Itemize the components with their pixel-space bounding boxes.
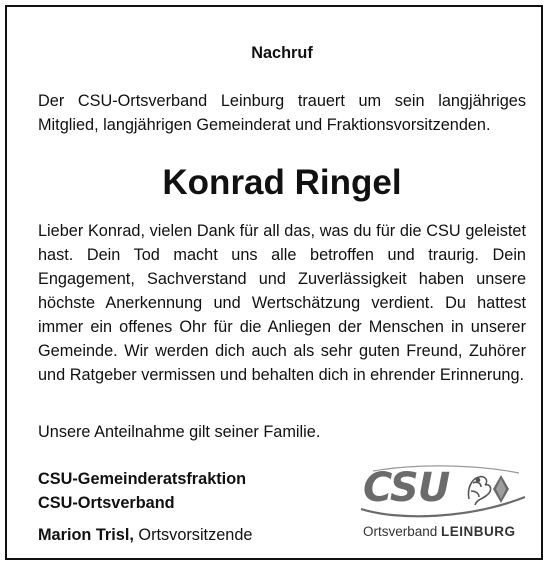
logo-mark: CSU <box>363 465 450 511</box>
signature-fraction: CSU-Gemeinderatsfraktion <box>38 470 247 488</box>
lion-emblem-icon <box>463 469 513 509</box>
condolence-paragraph: Unsere Anteilnahme gilt seiner Familie. <box>38 423 321 441</box>
logo-sub-place: LEINBURG <box>441 524 516 539</box>
logo-subtitle <box>363 523 516 541</box>
notice-border <box>5 5 543 560</box>
deceased-name: Konrad Ringel <box>162 163 402 202</box>
signer-role: Ortsvorsitzende <box>133 526 253 544</box>
signature-association: CSU-Ortsverband <box>38 494 175 512</box>
signature-signer <box>38 523 252 547</box>
signer-name: Marion Trisl, <box>38 526 134 544</box>
logo-sub-prefix: Ortsverband <box>363 524 442 539</box>
csu-logo <box>359 465 529 547</box>
intro-paragraph: Der CSU-Ortsverband Leinburg trauert um sein langjähriges Mitglied, langjährigen Gemeinderat und Fraktionsvorsitzenden. <box>38 92 526 134</box>
body-paragraph: Lieber Konrad, vielen Dank für all das, was du für die CSU geleistet hast. Dein Tod macht uns alle betroffen und traurig. Dein Engagement, Sachverstand und Zuverlässigkeit haben unsere höchste Anerkennung und Wertschätzung verdient. Du hattest immer ein offenes Ohr für die Anliegen der Menschen in unserer Gemeinde. Wir werden dich auch als sehr guten Freund, Zuhörer und Ratgeber vermissen und behalten dich in ehrender Erinnerung. <box>38 222 526 384</box>
notice-heading: Nachruf <box>251 44 313 62</box>
